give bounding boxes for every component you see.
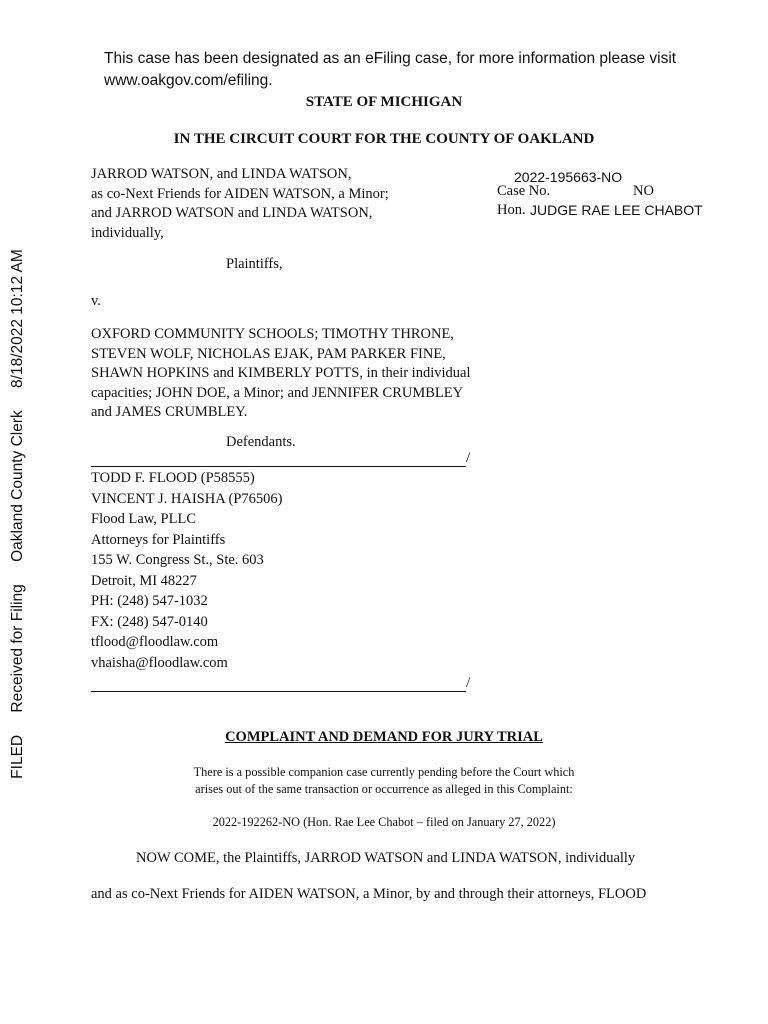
defendants-label: Defendants. bbox=[226, 434, 296, 450]
companion-notice-line: There is a possible companion case currently pending before the Court which bbox=[193, 765, 575, 779]
body-line: and as co-Next Friends for AIDEN WATSON, a Minor, by and through their attorneys, FLOOD bbox=[91, 886, 647, 902]
case-number: 2022-195663-NO bbox=[514, 169, 623, 185]
counsel-line: 155 W. Congress St., Ste. 603 bbox=[91, 552, 264, 568]
defendants-line: and JAMES CRUMBLEY. bbox=[91, 404, 248, 420]
separator-slash: / bbox=[466, 675, 471, 691]
plaintiffs-line: JARROD WATSON, and LINDA WATSON, bbox=[91, 166, 352, 182]
counsel-line: Flood Law, PLLC bbox=[91, 511, 196, 527]
companion-notice bbox=[0, 764, 768, 798]
plaintiffs-label: Plaintiffs, bbox=[226, 256, 283, 272]
versus: v. bbox=[91, 293, 101, 309]
counsel-line: TODD F. FLOOD (P58555) bbox=[91, 470, 255, 486]
plaintiffs-caption bbox=[91, 165, 389, 243]
counsel-email[interactable]: tflood@floodlaw.com bbox=[91, 634, 219, 650]
counsel-line: FX: (248) 547-0140 bbox=[91, 613, 208, 630]
plaintiffs-line: and JARROD WATSON and LINDA WATSON, bbox=[91, 205, 373, 221]
counsel-email[interactable]: vhaisha@floodlaw.com bbox=[91, 654, 228, 671]
court-heading: IN THE CIRCUIT COURT FOR THE COUNTY OF OAKLAND bbox=[173, 131, 595, 147]
counsel-line: VINCENT J. HAISHA (P76506) bbox=[91, 490, 283, 507]
filing-stamp-datetime: 8/18/2022 10:12 AM bbox=[9, 249, 26, 388]
document-title: COMPLAINT AND DEMAND FOR JURY TRIAL bbox=[225, 729, 543, 745]
state-heading: STATE OF MICHIGAN bbox=[305, 94, 463, 110]
filing-stamp-status: FILED bbox=[9, 734, 26, 779]
hon-label: Hon. bbox=[497, 202, 526, 218]
defendants-line: STEVEN WOLF, NICHOLAS EJAK, PAM PARKER FINE, bbox=[91, 345, 446, 362]
companion-case-ref: 2022-192262-NO (Hon. Rae Lee Chabot – filed on January 27, 2022) bbox=[212, 815, 556, 829]
companion-notice-line: arises out of the same transaction or occurrence as alleged in this Complaint: bbox=[195, 782, 573, 796]
defendants-line: SHAWN HOPKINS and KIMBERLY POTTS, in their individual bbox=[91, 365, 471, 381]
counsel-line: Detroit, MI 48227 bbox=[91, 572, 197, 589]
body-line: NOW COME, the Plaintiffs, JARROD WATSON and LINDA WATSON, individually bbox=[136, 850, 636, 866]
defendants-line: capacities; JOHN DOE, a Minor; and JENNIFER CRUMBLEY bbox=[91, 384, 464, 401]
efiling-notice-link[interactable]: www.oakgov.com/efiling. bbox=[104, 72, 273, 89]
separator-rule bbox=[91, 691, 466, 692]
plaintiffs-line: individually, bbox=[91, 224, 164, 241]
separator-rule bbox=[91, 466, 466, 467]
counsel-line: Attorneys for Plaintiffs bbox=[91, 531, 226, 548]
counsel-line: PH: (248) 547-1032 bbox=[91, 593, 208, 609]
plaintiffs-line: as co-Next Friends for AIDEN WATSON, a Minor; bbox=[91, 185, 389, 202]
filing-stamp-received: Received for Filing bbox=[9, 584, 26, 713]
case-no-label: Case No. bbox=[497, 183, 551, 199]
case-code: NO bbox=[633, 183, 654, 199]
defendants-caption bbox=[91, 325, 470, 423]
separator-slash: / bbox=[466, 450, 471, 466]
efiling-notice-line1: This case has been designated as an eFiling case, for more information please visit bbox=[104, 50, 677, 67]
filing-stamp bbox=[9, 114, 29, 914]
defendants-line: OXFORD COMMUNITY SCHOOLS; TIMOTHY THRONE, bbox=[91, 326, 454, 342]
counsel-block bbox=[91, 468, 282, 673]
judge-name: JUDGE RAE LEE CHABOT bbox=[530, 202, 703, 218]
filing-stamp-clerk: Oakland County Clerk bbox=[9, 410, 26, 562]
efiling-notice bbox=[104, 48, 676, 92]
